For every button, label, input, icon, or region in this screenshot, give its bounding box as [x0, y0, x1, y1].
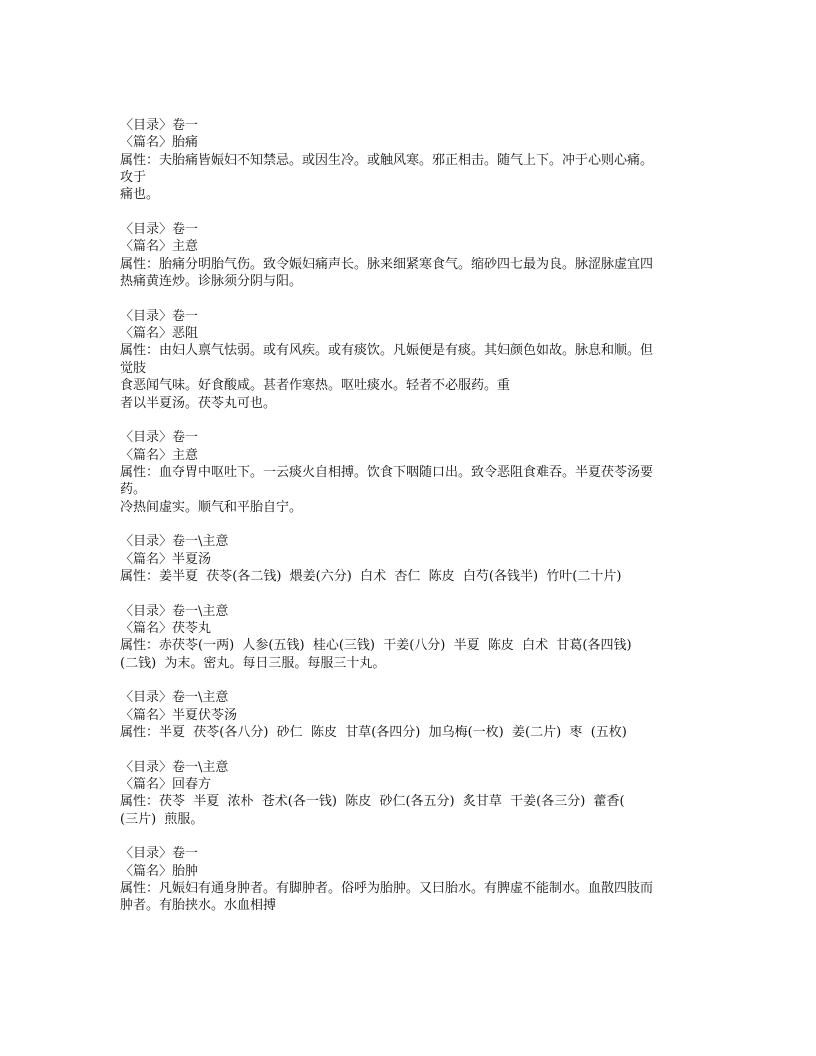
entry-block: [120, 759, 710, 828]
attribute-text-line: 属性：夫胎痛皆娠妇不知禁忌。或因生冷。或触风寒。邪正相击。随气上下。冲于心则心痛。: [120, 152, 654, 168]
catalog-line: 〈目录〉卷一\主意: [120, 534, 229, 550]
entry-block: [120, 845, 710, 914]
chapter-name-line: 〈篇名〉胎痛: [120, 135, 199, 151]
chapter-name-line: 〈篇名〉回春方: [120, 777, 212, 793]
attribute-text-line: (三片) 煎服。: [120, 811, 204, 827]
attribute-text-line: (二钱) 为末。密丸。每日三服。每服三十丸。: [120, 655, 386, 671]
chapter-name-line: 〈篇名〉主意: [120, 447, 199, 463]
chapter-name-line: 〈篇名〉半夏伏苓汤: [120, 707, 238, 723]
attribute-text-line: 属性：血夺胃中呕吐下。一云痰火自相搏。饮食下咽随口出。致令恶阻食难吞。半夏茯苓汤要: [120, 464, 654, 480]
document-page: [120, 117, 710, 932]
chapter-name-line: 〈篇名〉半夏汤: [120, 551, 212, 567]
catalog-line: 〈目录〉卷一\主意: [120, 603, 229, 619]
attribute-text-line: 冷热间虚实。顺气和平胎自宁。: [120, 499, 303, 515]
attribute-text-line: 属性：凡娠妇有通身肿者。有脚肿者。俗呼为胎肿。又曰胎水。有脾虚不能制水。血散四肢而: [120, 881, 654, 897]
attribute-text-line: 属性：由妇人禀气怯弱。或有风疾。或有痰饮。凡娠便是有痰。其妇颜色如故。脉息和顺。但: [120, 343, 654, 359]
chapter-name-line: 〈篇名〉恶阻: [120, 326, 199, 342]
entry-block: [120, 603, 710, 672]
chapter-name-line: 〈篇名〉胎肿: [120, 863, 199, 879]
attribute-text-line: 觉肢: [120, 360, 147, 376]
attribute-text-line: 属性：茯苓 半夏 浓朴 苍术(各一钱) 陈皮 砂仁(各五分) 炙甘草 干姜(各三分) 藿香(: [120, 794, 625, 810]
catalog-line: 〈目录〉卷一: [120, 430, 199, 446]
attribute-text-line: 属性：胎痛分明胎气伤。致令娠妇痛声长。脉来细紧寒食气。缩砂四七最为良。脉涩脉虚宜四: [120, 256, 654, 272]
entry-block: [120, 689, 710, 741]
attribute-text-line: 属性：赤茯苓(一两) 人参(五钱) 桂心(三钱) 干姜(八分) 半夏 陈皮 白术 甘葛(各四钱): [120, 638, 632, 654]
entry-block: [120, 117, 710, 204]
catalog-line: 〈目录〉卷一\主意: [120, 759, 229, 775]
catalog-line: 〈目录〉卷一: [120, 118, 199, 133]
attribute-text-line: 痛也。: [120, 187, 160, 203]
chapter-name-line: 〈篇名〉主意: [120, 239, 199, 255]
attribute-text-line: 属性：半夏 茯苓(各八分) 砂仁 陈皮 甘草(各四分) 加乌梅(一枚) 姜(二片) 枣 (五枚): [120, 725, 627, 741]
attribute-text-line: 攻于: [120, 170, 147, 186]
entry-block: [120, 308, 710, 412]
catalog-line: 〈目录〉卷一: [120, 222, 199, 238]
attribute-text-line: 药。: [120, 482, 147, 498]
attribute-text-line: 者以半夏汤。茯苓丸可也。: [120, 395, 277, 411]
entry-block: [120, 533, 710, 585]
catalog-line: 〈目录〉卷一\主意: [120, 690, 229, 706]
chapter-name-line: 〈篇名〉茯苓丸: [120, 620, 212, 636]
catalog-line: 〈目录〉卷一: [120, 308, 199, 324]
attribute-text-line: 属性：姜半夏 茯苓(各二钱) 煨姜(六分) 白术 杏仁 陈皮 白芍(各钱半) 竹叶(二十片): [120, 568, 622, 584]
attribute-text-line: 热痛黄连炒。诊脉须分阴与阳。: [120, 274, 303, 290]
attribute-text-line: 食恶闻气味。好食酸咸。甚者作寒热。呕吐痰水。轻者不必服药。重: [120, 378, 511, 394]
entry-block: [120, 221, 710, 290]
attribute-text-line: 肿者。有胎挟水。水血相搏: [120, 898, 277, 914]
catalog-line: 〈目录〉卷一: [120, 846, 199, 862]
entry-block: [120, 429, 710, 516]
